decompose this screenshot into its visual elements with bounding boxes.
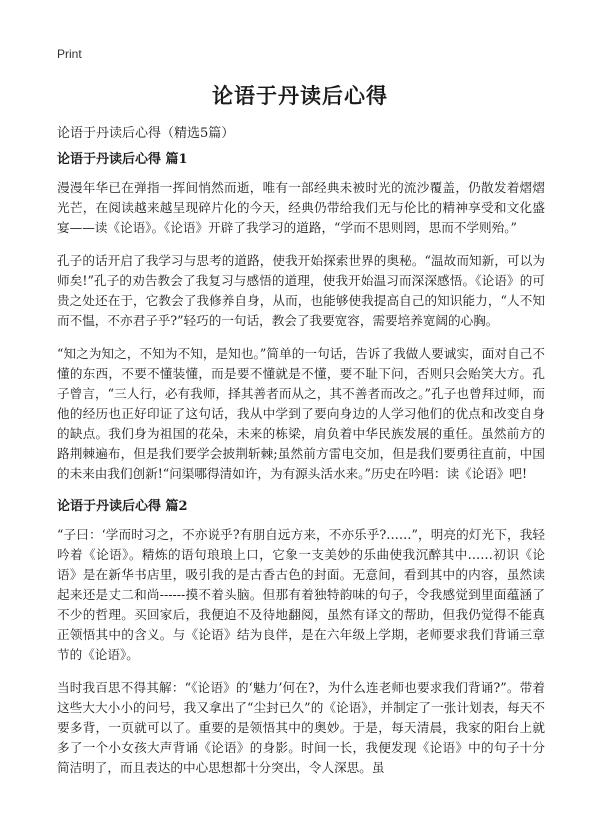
section-heading-1: 论语于丹读后心得 篇1 (57, 152, 188, 167)
paragraph: 孔子的话开启了我学习与思考的道路，使我开始探索世界的奥秘。“温故而知新，可以为师矣!”孔子的劝告教会了我复习与感悟的道理，使我开始温习而深深感悟。《论语》的可贵之处还在于，它教会了我修养自身，从而，也能够使我提高自己的知识能力，“人不知而不愠，不亦君子乎?”轻巧的一句话，教会了我要宽容，需要培养宽阔的心胸。 (57, 253, 545, 328)
document-subtitle: 论语于丹读后心得（精选5篇） (57, 126, 235, 141)
paragraph: 当时我百思不得其解：“《论语》的‘魅力’何在?，为什么连老师也要求我们背诵?”。带着这些大大小小的问号，我又拿出了“尘封已久”的《论语》，并制定了一张计划表，每天不要多背，一页就可以了。重要的是领悟其中的奥妙。于是，每天清晨，我家的阳台上就多了一个小女孩大声背诵《论语》的身影。时间一长，我便发现《论语》中的句子十分简洁明了，而且表达的中心思想都十分突出，令人深思。虽 (57, 680, 545, 775)
paragraph: “子曰：‘学而时习之，不亦说乎?有朋自远方来，不亦乐乎?……”，明亮的灯光下，我轻吟着《论语》。精炼的语句琅琅上口，它象一支美妙的乐曲使我沉醉其中……初识《论语》是在新华书店里，吸引我的是古香古色的封面。无意间，看到其中的内容，虽然读起来还是丈二和尚------摸不着头脑。但那有着独特韵味的句子，令我感觉到里面蕴涵了不少的哲理。买回家后，我便迫不及待地翻阅，虽然有译文的帮助，但我仍觉得不能真正领悟其中的含义。与《论语》结为良伴，是在六年级上学期，老师要求我们背诵三章节的《论语》。 (57, 527, 545, 662)
print-label[interactable]: Print (57, 47, 82, 61)
document-body (57, 150, 545, 791)
section-heading-2: 论语于丹读后心得 篇2 (57, 499, 188, 514)
paragraph: “知之为知之，不知为不知，是知也。”简单的一句话，告诉了我做人要诚实，面对自己不懂的东西，不要不懂装懂，而是要不懂就是不懂，要不耻下问，否则只会贻笑大方。孔子曾言，“三人行，必有我师，择其善者而从之，其不善者而改之。”孔子也曾拜过师，而他的经历也正好印证了这句话，我从中学到了要向身边的人学习他们的优点和改变自身的缺点。我们身为祖国的花朵，未来的栋梁，肩负着中华民族发展的重任。虽然前方的路荆棘遍布，但是我们要学会披荆斩棘;虽然前方雷电交加，但是我们要勇往直前，中国的未来由我们创新!“问渠哪得清如许，为有源头活水来。”历史在吟唱：读《论语》吧! (57, 346, 545, 481)
page-title: 论语于丹读后心得 (212, 83, 388, 108)
paragraph: 漫漫年华已在弹指一挥间悄然而逝，唯有一部经典未被时光的流沙覆盖，仍散发着熠熠光芒，在阅读越来越呈现碎片化的今天，经典仍带给我们无与伦比的精神享受和文化盛宴——读《论语》。《论语》开辟了我学习的道路，“学而不思则罔，思而不学则殆。” (57, 180, 545, 235)
